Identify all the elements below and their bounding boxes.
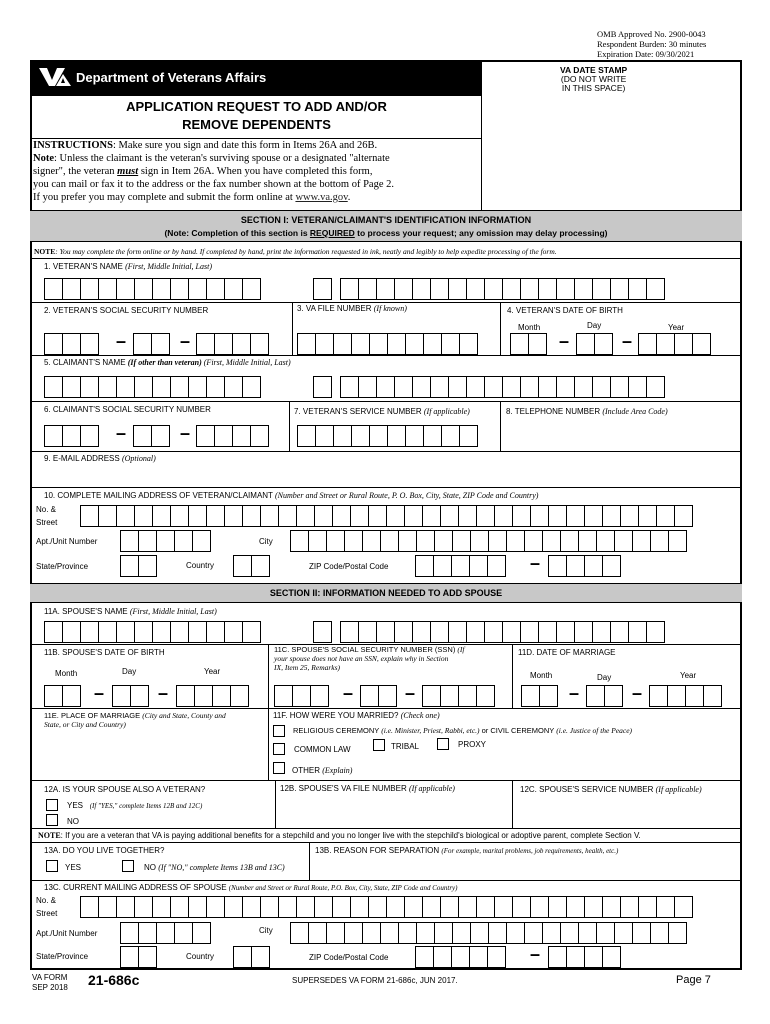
veteran-first-name-input[interactable]	[44, 278, 260, 300]
spouse-city-input[interactable]	[290, 922, 686, 944]
spouse-dob-year-label: Year	[204, 667, 221, 676]
form-title-line-1: APPLICATION REQUEST TO ADD AND/OR	[126, 99, 387, 114]
separation-reason-text: 13B. REASON FOR SEPARATION	[315, 846, 442, 855]
dash: –	[343, 683, 354, 703]
spouse-name-label	[44, 607, 217, 617]
dash: –	[569, 683, 580, 703]
rule	[32, 258, 740, 259]
marriage-type-hint: (Check one)	[400, 711, 440, 720]
note-text: : You may complete the form online or by hand. If completed by hand, print the information requested in ink, neatly and legibly to help expedite processing of the form.	[55, 247, 557, 256]
marriage-month-input[interactable]	[521, 685, 557, 707]
spouse-dob-month[interactable]	[44, 685, 80, 707]
zip-label: ZIP Code/Postal Code	[309, 562, 389, 571]
proxy-label: PROXY	[458, 740, 487, 749]
marriage-day-input[interactable]	[586, 685, 622, 707]
street-label-1: No. &	[36, 505, 57, 514]
separation-reason-hint: (For example, marital problems, job requirements, health, etc.)	[441, 847, 619, 855]
veteran-ssn-label: 2. VETERAN'S SOCIAL SECURITY NUMBER	[44, 306, 209, 315]
va-logo	[38, 66, 72, 88]
spouse-street-label-1: No. &	[36, 896, 57, 905]
dob-day-label: Day	[587, 321, 602, 330]
apt-label: Apt./Unit Number	[36, 537, 98, 546]
divider	[289, 401, 290, 451]
spouse-name-hint: (First, Middle Initial, Last)	[129, 607, 217, 616]
spouse-ssn-text: 11C. SPOUSE'S SOCIAL SECURITY NUMBER (SSN)	[274, 645, 458, 654]
apt-input[interactable]	[120, 530, 210, 552]
civil-hint: (i.e. Justice of the Peace)	[556, 726, 633, 735]
marriage-date-label: 11D. DATE OF MARRIAGE	[518, 648, 616, 657]
veteran-last-name-input[interactable]	[340, 278, 664, 300]
veteran-ssn-part3[interactable]	[196, 333, 268, 355]
spouse-apt-label: Apt./Unit Number	[36, 929, 98, 938]
rule	[32, 302, 740, 303]
rule	[32, 355, 740, 356]
veteran-name-label-text: 1. VETERAN'S NAME	[44, 262, 126, 271]
other-label	[292, 766, 352, 776]
marriage-type-text: 11F. HOW WERE YOU MARRIED?	[273, 711, 401, 720]
state-input[interactable]	[120, 555, 156, 577]
common-law-label: COMMON LAW	[294, 745, 351, 754]
spouse-zip-label: ZIP Code/Postal Code	[309, 953, 389, 962]
other-hint: (Explain)	[322, 766, 353, 775]
live-together-no-checkbox[interactable]	[122, 860, 134, 872]
spouse-ssn-part2[interactable]	[360, 685, 396, 707]
spouse-zip-ext-input[interactable]	[548, 946, 620, 968]
spouse-veteran-yes-label	[67, 801, 202, 811]
spouse-state-input[interactable]	[120, 946, 156, 968]
va-file-number-text: 3. VA FILE NUMBER	[297, 304, 374, 313]
va-file-number-label	[297, 304, 407, 314]
city-label: City	[259, 537, 273, 546]
spouse-dob-year[interactable]	[176, 685, 248, 707]
section-2-note	[38, 831, 641, 841]
spouse-va-file-hint: (If applicable)	[408, 784, 455, 793]
claimant-last-name-input[interactable]	[340, 376, 664, 398]
common-law-checkbox[interactable]	[273, 743, 285, 755]
va-gov-link[interactable]: www.va.gov	[295, 192, 348, 203]
omb-block	[597, 29, 706, 59]
no13-text: NO	[144, 863, 159, 872]
omb-number: OMB Approved No. 2900-0043	[597, 29, 706, 39]
rule	[32, 880, 740, 881]
live-together-yes-checkbox[interactable]	[46, 860, 58, 872]
service-number-text: 7. VETERAN'S SERVICE NUMBER	[294, 407, 424, 416]
dash: –	[559, 331, 570, 351]
divider	[500, 302, 501, 355]
divider	[292, 302, 293, 355]
department-name: Department of Veterans Affairs	[76, 70, 267, 85]
street-label-2: Street	[36, 518, 58, 527]
dash: –	[116, 423, 127, 443]
telephone-hint: (Include Area Code)	[602, 407, 668, 416]
spouse-dob-day[interactable]	[112, 685, 148, 707]
civil-text: CIVIL CEREMONY	[490, 726, 557, 735]
rule	[32, 708, 740, 709]
claimant-ssn-label: 6. CLAIMANT'S SOCIAL SECURITY NUMBER	[44, 405, 211, 414]
veteran-name-label-hint: (First, Middle Initial, Last)	[125, 262, 212, 271]
spouse-ssn-hint-2: your spouse does not have an SSN, explain why in Section	[274, 654, 449, 663]
dash: –	[530, 944, 541, 964]
instructions-text-3c: sign in Item 26A. When you have completed this form,	[138, 166, 373, 177]
religious-ceremony-checkbox[interactable]	[273, 725, 285, 737]
form-title	[32, 98, 481, 134]
stamp-note-2: IN THIS SPACE)	[561, 83, 626, 93]
veteran-dob-year[interactable]	[638, 333, 710, 355]
stamp-divider	[481, 62, 482, 210]
va-file-number-hint: (If known)	[373, 304, 407, 313]
va-file-number-input[interactable]	[297, 333, 477, 355]
spouse-middle-initial-input[interactable]	[313, 621, 331, 643]
rule	[32, 487, 740, 488]
mailing-address-text: 10. COMPLETE MAILING ADDRESS OF VETERAN/CLAIMANT	[44, 491, 276, 500]
spouse-city-label: City	[259, 926, 273, 935]
must-emphasis: must	[117, 166, 139, 177]
marriage-month-label: Month	[530, 671, 553, 680]
note-label: NOTE	[34, 247, 56, 256]
spouse-last-name-input[interactable]	[340, 621, 664, 643]
rule	[32, 842, 740, 843]
form-title-line-2: REMOVE DEPENDENTS	[182, 117, 331, 132]
zip-ext-input[interactable]	[548, 555, 620, 577]
religious-ceremony-label	[293, 726, 632, 736]
section-1-sub-c: to process your request; any omission may delay processing)	[354, 228, 608, 238]
omb-burden: Respondent Burden: 30 minutes	[597, 39, 707, 49]
live-together-no-label	[144, 863, 285, 873]
instructions-text-3a: signer", the veteran	[33, 166, 118, 177]
divider	[309, 842, 310, 880]
veteran-ssn-part2[interactable]	[133, 333, 169, 355]
va-date-stamp	[560, 66, 627, 93]
marriage-year-label: Year	[680, 671, 697, 680]
form-date: SEP 2018	[32, 983, 68, 992]
section-1-header	[30, 210, 742, 242]
mailing-address-label	[44, 491, 538, 501]
tribal-label: TRIBAL	[391, 742, 420, 751]
country-input[interactable]	[233, 555, 269, 577]
claimant-name-text: 5. CLAIMANT'S NAME	[44, 358, 128, 367]
section-1-note	[34, 247, 557, 257]
rule	[32, 401, 740, 402]
divider	[268, 708, 269, 780]
dash: –	[632, 683, 643, 703]
dob-month-label: Month	[518, 323, 541, 332]
divider	[512, 780, 513, 828]
other-checkbox[interactable]	[273, 762, 285, 774]
form-id	[32, 973, 68, 993]
spouse-street-input[interactable]	[80, 896, 692, 918]
stamp-note-1: (DO NOT WRITE	[560, 74, 627, 84]
spouse-address-text: 13C. CURRENT MAILING ADDRESS OF SPOUSE	[44, 883, 229, 892]
religious-text: RELIGIOUS CEREMONY	[293, 726, 382, 735]
instructions-text-1: : Make sure you sign and date this form in Items 26A and 26B.	[112, 140, 378, 151]
spouse-veteran-no-label: NO	[67, 817, 79, 826]
spouse-zip-input[interactable]	[415, 946, 505, 968]
zip-input[interactable]	[415, 555, 505, 577]
or-text: or	[479, 726, 491, 735]
dash: –	[180, 423, 191, 443]
yes-hint: (If "YES," complete Items 12B and 12C)	[89, 802, 203, 810]
rule	[32, 451, 740, 452]
page-number: Page 7	[676, 974, 711, 986]
dash: –	[158, 683, 169, 703]
veteran-dob-month[interactable]	[510, 333, 546, 355]
spouse-veteran-yes-checkbox[interactable]	[46, 799, 58, 811]
street-label	[36, 503, 57, 529]
marriage-type-label	[273, 711, 440, 721]
spouse-country-input[interactable]	[233, 946, 269, 968]
dash: –	[94, 683, 105, 703]
separation-reason-label	[315, 846, 618, 856]
section-2-header	[30, 583, 742, 603]
spouse-ssn-hint-3: IX, Item 25, Remarks)	[274, 663, 341, 672]
live-together-yes-label: YES	[65, 863, 82, 872]
religious-hint: (i.e. Minister, Priest, Rabbi, etc.)	[381, 726, 480, 735]
dob-year-label: Year	[668, 323, 685, 332]
country-label: Country	[186, 561, 215, 570]
spouse-apt-input[interactable]	[120, 922, 210, 944]
telephone-text: 8. TELEPHONE NUMBER	[506, 407, 603, 416]
instructions	[33, 139, 479, 204]
dash: –	[622, 331, 633, 351]
instructions-text-2: : Unless the claimant is the veteran's surviving spouse or a designated "alternate	[54, 153, 390, 164]
email-hint: (Optional)	[121, 454, 156, 463]
spouse-dob-label: 11B. SPOUSE'S DATE OF BIRTH	[44, 648, 165, 657]
telephone-label	[506, 407, 668, 417]
mailing-address-hint: (Number and Street or Rural Route, P. O. Box, City, State, ZIP Code and Country)	[275, 491, 539, 500]
claimant-ssn-part1[interactable]	[44, 425, 98, 447]
spouse-veteran-no-checkbox[interactable]	[46, 814, 58, 826]
instructions-text-5: If you prefer you may complete and submit the form online at	[33, 192, 296, 203]
spouse-ssn-hint-1: (If	[457, 645, 465, 654]
spouse-street-label	[36, 894, 57, 920]
email-input[interactable]	[44, 465, 734, 485]
tribal-checkbox[interactable]	[373, 739, 385, 751]
email-text: 9. E-MAIL ADDRESS	[44, 454, 122, 463]
form-number: 21-686c	[88, 972, 140, 988]
spouse-ssn-part3[interactable]	[422, 685, 494, 707]
section-1-title: SECTION I: VETERAN/CLAIMANT'S IDENTIFICATION INFORMATION	[240, 215, 532, 225]
dash: –	[530, 553, 541, 573]
section-1-sub-a: (Note: Completion of this section is	[164, 228, 310, 238]
dash: –	[405, 683, 416, 703]
spouse-state-label: State/Province	[36, 952, 89, 961]
dash: –	[116, 331, 127, 351]
proxy-checkbox[interactable]	[437, 738, 449, 750]
instructions-heading: INSTRUCTIONS	[33, 140, 113, 151]
claimant-ssn-part2[interactable]	[133, 425, 169, 447]
stamp-title: VA DATE STAMP	[560, 65, 628, 75]
veteran-dob-label: 4. VETERAN'S DATE OF BIRTH	[507, 306, 623, 315]
yes-text: YES	[67, 801, 84, 810]
veteran-middle-initial-input[interactable]	[313, 278, 331, 300]
spouse-dob-month-label: Month	[55, 669, 78, 678]
street-input[interactable]	[80, 505, 692, 527]
marriage-place-label	[44, 711, 226, 729]
spouse-va-file-label	[280, 784, 455, 794]
divider	[500, 401, 501, 451]
spouse-first-name-input[interactable]	[44, 621, 260, 643]
supersedes-note: SUPERSEDES VA FORM 21-686c, JUN 2017.	[292, 976, 458, 985]
omb-expiration: Expiration Date: 09/30/2021	[597, 49, 695, 59]
rule	[32, 828, 740, 829]
email-label	[44, 454, 156, 464]
city-input[interactable]	[290, 530, 686, 552]
dash: –	[180, 331, 191, 351]
spouse-service-number-label	[520, 785, 702, 795]
divider	[512, 644, 513, 708]
note-label-2: NOTE	[38, 831, 61, 840]
claimant-name-condition: (If other than veteran)	[127, 358, 202, 367]
section-2-title: SECTION II: INFORMATION NEEDED TO ADD SPOUSE	[269, 588, 503, 598]
spouse-name-text: 11A. SPOUSE'S NAME	[44, 607, 130, 616]
veteran-name-label	[44, 262, 212, 272]
spouse-va-file-text: 12B. SPOUSE'S VA FILE NUMBER	[280, 784, 409, 793]
required-emphasis: REQUIRED	[309, 228, 355, 238]
rule	[32, 780, 740, 781]
service-number-hint: (If applicable)	[423, 407, 470, 416]
claimant-middle-initial-input[interactable]	[313, 376, 331, 398]
service-number-input[interactable]	[297, 425, 477, 447]
spouse-street-label-2: Street	[36, 909, 58, 918]
veteran-dob-day[interactable]	[576, 333, 612, 355]
claimant-name-label	[44, 358, 291, 368]
spouse-address-label	[44, 883, 458, 893]
spouse-country-label: Country	[186, 952, 215, 961]
va-form-label: VA FORM	[32, 973, 68, 982]
marriage-place-hint-2: State, or City and Country)	[44, 720, 126, 729]
spouse-address-hint: (Number and Street or Rural Route, P.O. Box, City, State, ZIP Code and Country)	[228, 884, 458, 892]
claimant-name-hint: (First, Middle Initial, Last)	[201, 358, 291, 367]
divider	[268, 644, 269, 708]
note-text-2: : If you are a veteran that VA is paying additional benefits for a stepchild and you no longer live with the stepchild's biological or adoptive parent, complete Section V.	[60, 831, 641, 840]
marriage-day-label: Day	[597, 673, 612, 682]
claimant-first-name-input[interactable]	[44, 376, 260, 398]
marriage-place-hint-1: (City and State, County and	[142, 711, 226, 720]
instructions-period: .	[347, 192, 351, 203]
other-text: OTHER	[292, 766, 323, 775]
marriage-year-input[interactable]	[649, 685, 721, 707]
spouse-service-number-text: 12C. SPOUSE'S SERVICE NUMBER	[520, 785, 656, 794]
state-label: State/Province	[36, 562, 89, 571]
spouse-service-number-hint: (If applicable)	[655, 785, 702, 794]
marriage-place-text: 11E. PLACE OF MARRIAGE	[44, 711, 143, 720]
no13-hint: (If "NO," complete Items 13B and 13C)	[158, 863, 285, 872]
note-heading: Note	[33, 153, 54, 164]
instructions-text-4: you can mail or fax it to the address or the fax number shown at the bottom of Page 2.	[33, 179, 394, 190]
spouse-ssn-label	[274, 645, 465, 672]
spouse-dob-day-label: Day	[122, 667, 137, 676]
veteran-ssn-part1[interactable]	[44, 333, 98, 355]
spouse-ssn-part1[interactable]	[274, 685, 328, 707]
spouse-veteran-label: 12A. IS YOUR SPOUSE ALSO A VETERAN?	[44, 785, 206, 794]
divider	[275, 780, 276, 828]
service-number-label	[294, 407, 470, 417]
live-together-label: 13A. DO YOU LIVE TOGETHER?	[44, 846, 165, 855]
claimant-ssn-part3[interactable]	[196, 425, 268, 447]
